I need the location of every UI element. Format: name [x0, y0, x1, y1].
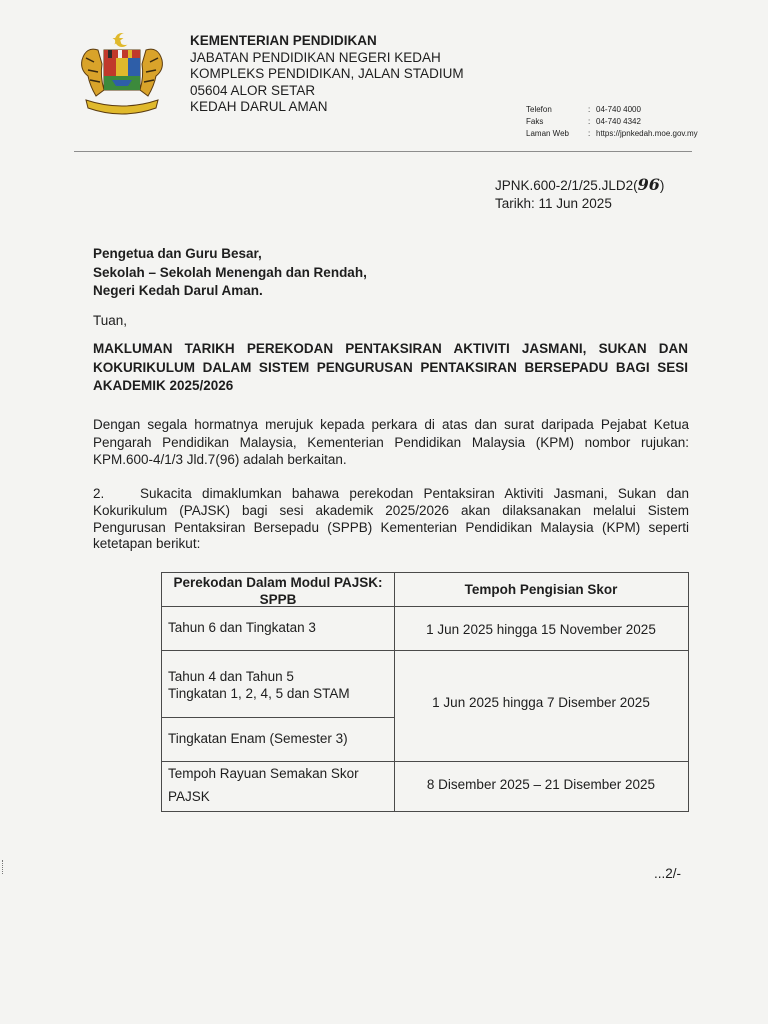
scan-mark: [2, 860, 6, 874]
letter-date: Tarikh: 11 Jun 2025: [495, 195, 612, 211]
letterhead-divider: [74, 151, 692, 152]
table-border-bottom: [161, 811, 689, 812]
contact-label: Laman Web: [526, 129, 569, 138]
paragraph-text: Sukacita dimaklumkan bahawa perekodan Pentaksiran Aktiviti Jasmani, Sukan dan Kokurikulum (PAJSK) bagi sesi akademik 2025/2026 akan dilaksanakan melalui Sistem Pengurusan Pentaksiran Bersepadu (SPPB) Kementerian Pendidikan Malaysia (KPM) seperti ketetapan berikut:: [93, 486, 689, 552]
contact-block: [526, 104, 698, 140]
table-cell-module: Tingkatan 1, 2, 4, 5 dan STAM: [168, 686, 350, 701]
coat-of-arms-logo: [72, 30, 172, 118]
table-cell-period: 1 Jun 2025 hingga 7 Disember 2025: [432, 695, 650, 710]
table-cell-module: Tahun 4 dan Tahun 5: [168, 669, 294, 684]
reference-block: [495, 176, 664, 212]
table-border: [161, 717, 394, 718]
table-header-period: Tempoh Pengisian Skor: [464, 582, 618, 597]
contact-value: 04-740 4000: [596, 105, 641, 114]
table-border: [161, 761, 689, 762]
contact-website: [526, 128, 698, 140]
subject-heading: MAKLUMAN TARIKH PEREKODAN PENTAKSIRAN AKTIVITI JASMANI, SUKAN DAN KOKURIKULUM DALAM SISTEM PENGURUSAN PENTAKSIRAN BERSEPADU BAGI SESI AKADEMIK 2025/2026: [93, 341, 688, 393]
reference-number: [495, 176, 664, 195]
ministry-name: KEMENTERIAN PENDIDIKAN: [190, 33, 377, 48]
paragraph-number: 2.: [93, 486, 105, 501]
address-line-2: 05604 ALOR SETAR: [190, 82, 316, 98]
contact-fax: [526, 116, 698, 128]
table-border-right: [688, 572, 689, 812]
table-column-divider: [394, 572, 395, 812]
contact-phone: [526, 104, 698, 116]
table-border-top: [161, 572, 689, 573]
contact-label: Telefon: [526, 105, 552, 114]
address-line-1: KOMPLEKS PENDIDIKAN, JALAN STADIUM: [190, 66, 464, 81]
schedule-table: [161, 572, 689, 812]
table-cell-module: PAJSK: [168, 789, 210, 804]
table-cell-period: 1 Jun 2025 hingga 15 November 2025: [426, 622, 656, 637]
page-continuation: ...2/-: [654, 866, 682, 881]
paragraph-1: Dengan segala hormatnya merujuk kepada perkara di atas dan surat daripada Pejabat Ketua Pengarah Pendidikan Malaysia, Kementerian Pendidikan Malaysia (KPM) nombor rujukan: KPM.600-4/1/3 Jld.7(96) adalah berkaitan.: [93, 417, 689, 467]
table-cell-period: 8 Disember 2025 – 21 Disember 2025: [426, 777, 656, 792]
table-header-module: Perekodan Dalam Modul PAJSK: SPPB: [173, 575, 383, 607]
reference-prefix: JPNK.600-2/1/25.JLD2(: [495, 178, 638, 193]
table-border: [161, 650, 689, 651]
reference-suffix: ): [659, 178, 665, 193]
table-cell-module: Tempoh Rayuan Semakan Skor: [168, 766, 359, 781]
table-cell-module: Tingkatan Enam (Semester 3): [168, 731, 348, 746]
contact-value: https://jpnkedah.moe.gov.my: [596, 129, 698, 138]
recipient-line: Sekolah – Sekolah Menengah dan Rendah,: [93, 264, 367, 280]
table-cell-module: Tahun 6 dan Tingkatan 3: [168, 620, 316, 635]
paragraph-2: [93, 486, 689, 553]
contact-colon: :: [588, 117, 591, 126]
table-border-left: [161, 572, 162, 812]
handwritten-number: 96: [637, 175, 660, 194]
recipient-line: Negeri Kedah Darul Aman.: [93, 283, 263, 298]
department-name: JABATAN PENDIDIKAN NEGERI KEDAH: [190, 49, 441, 65]
recipient-address: [93, 245, 367, 301]
recipient-line: Pengetua dan Guru Besar,: [93, 246, 262, 261]
contact-label: Faks: [526, 117, 544, 126]
salutation: Tuan,: [93, 313, 128, 328]
address-line-3: KEDAH DARUL AMAN: [190, 99, 328, 114]
contact-colon: :: [588, 105, 591, 114]
contact-colon: :: [588, 129, 591, 138]
letterhead-organization: [190, 33, 464, 116]
contact-value: 04-740 4342: [596, 117, 641, 126]
